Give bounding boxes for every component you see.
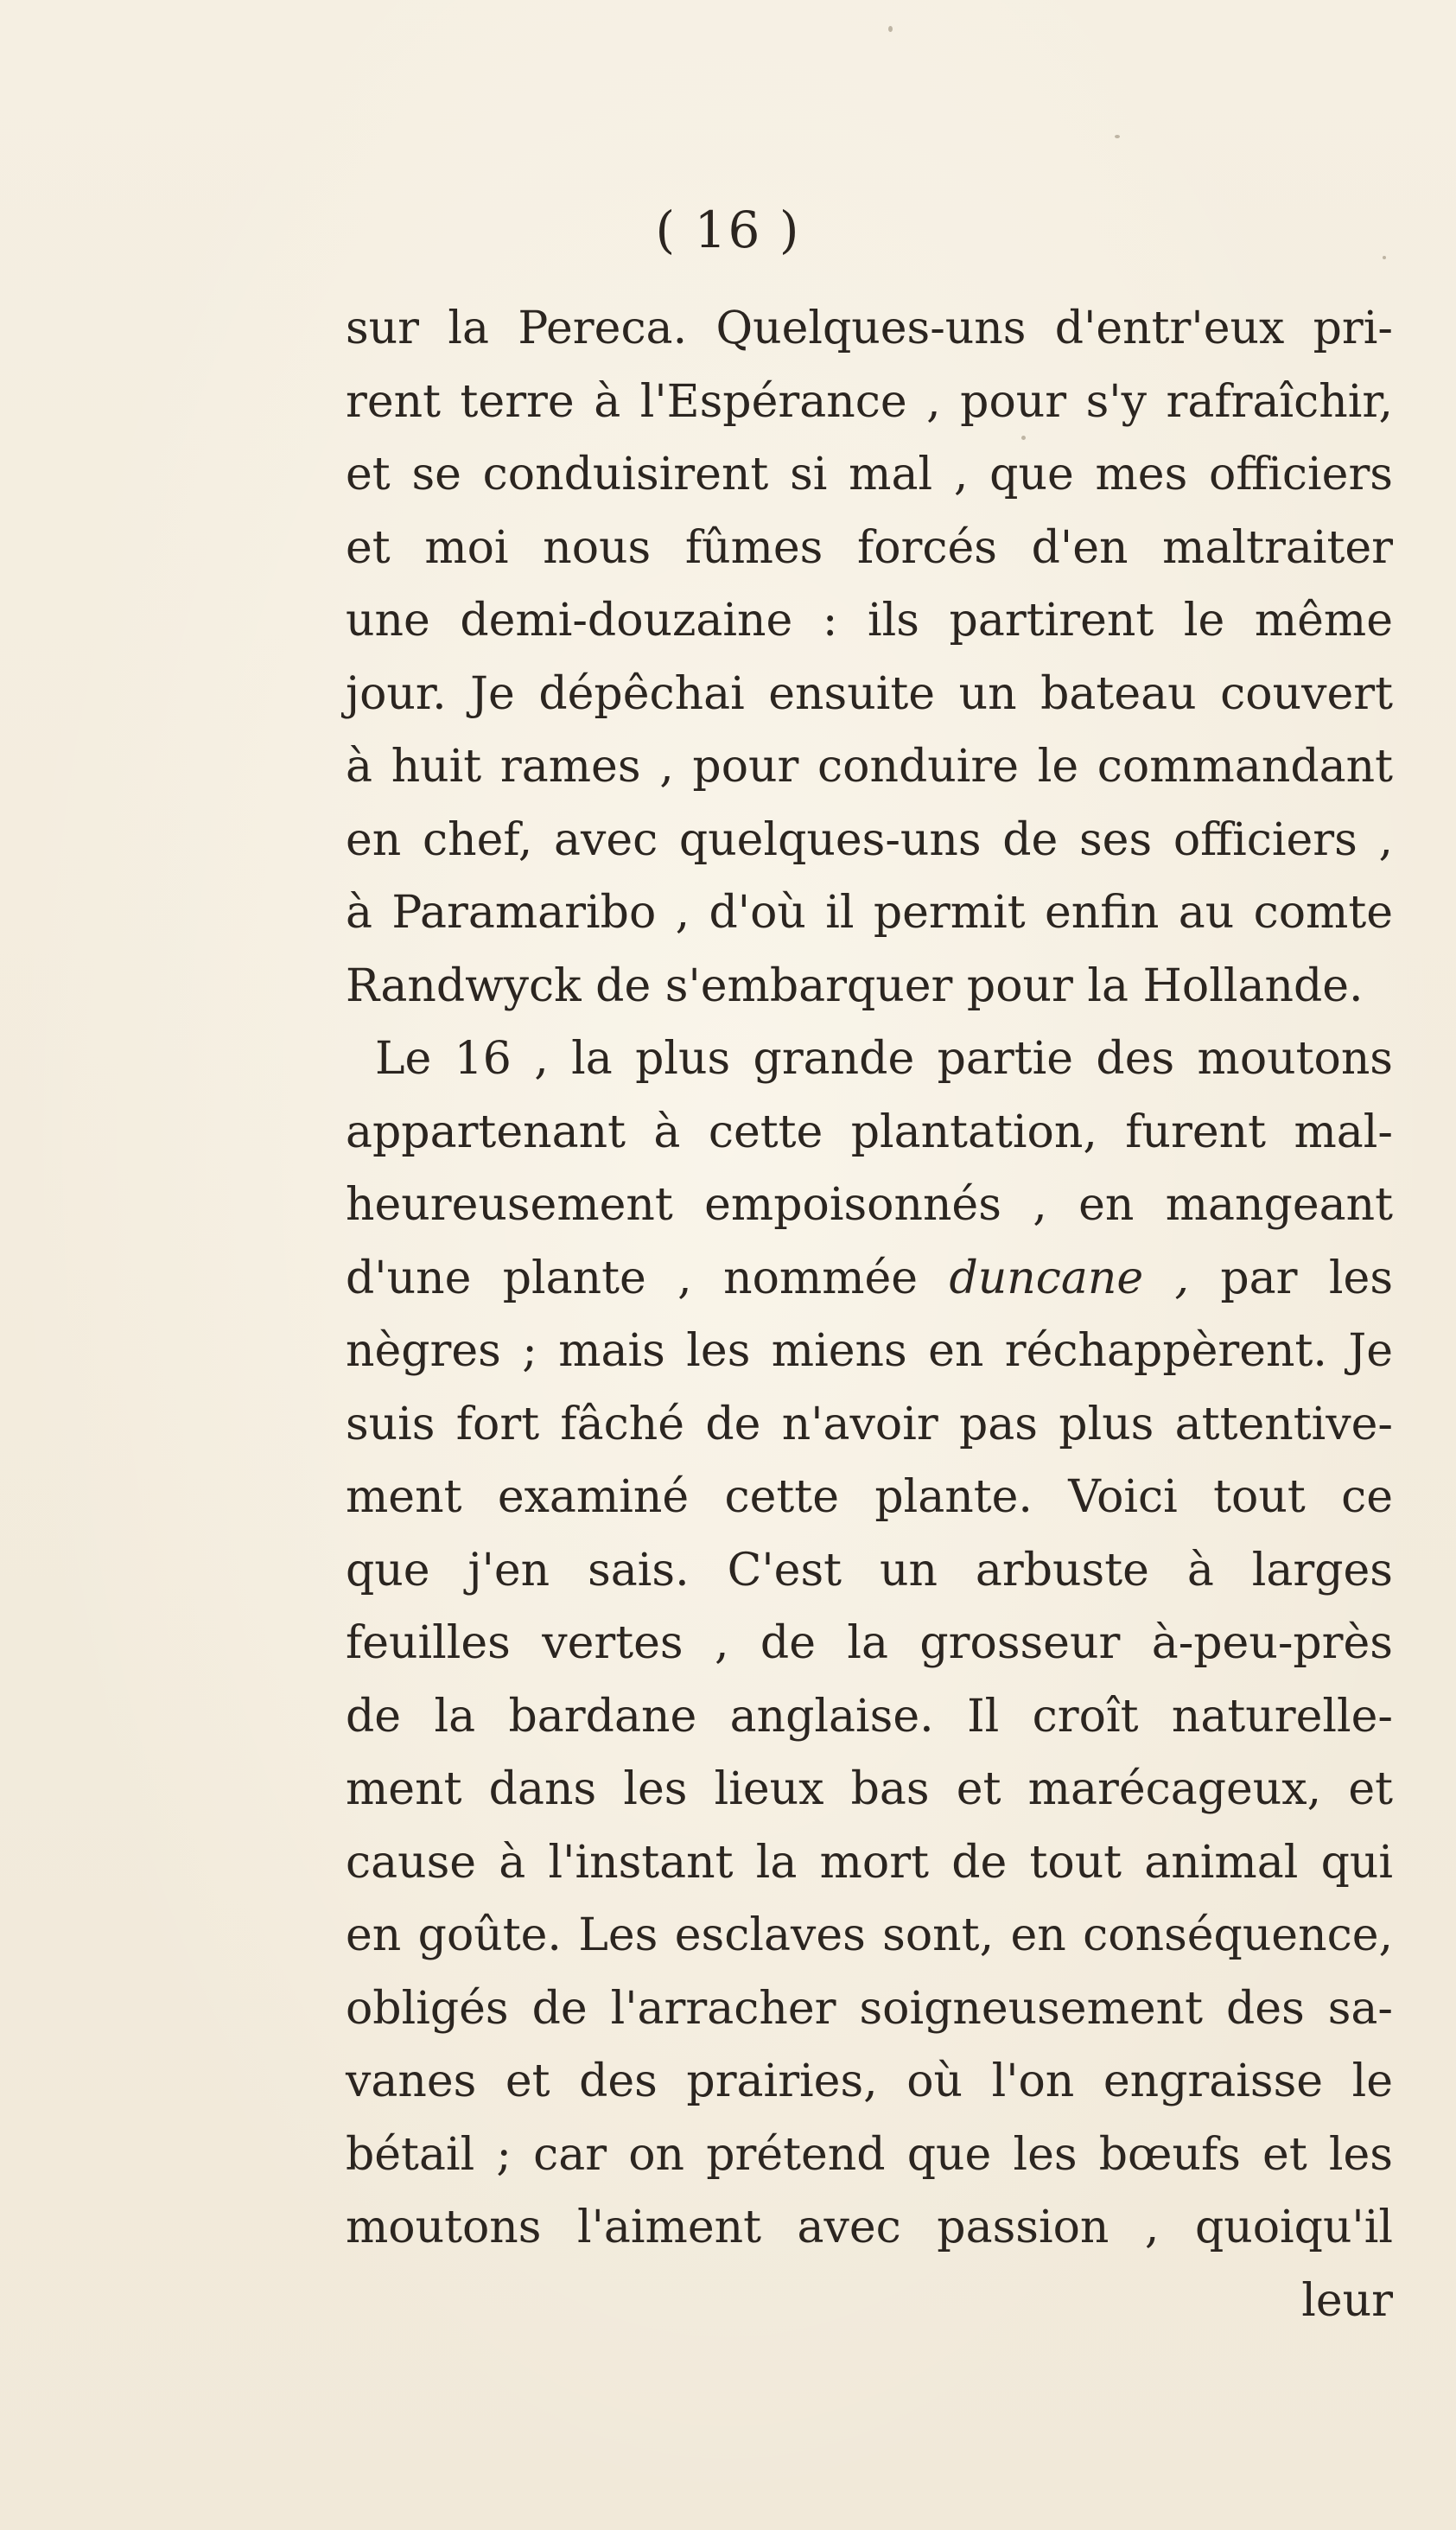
- text-line: en chef, avec quelques-uns de ses officiers ,: [346, 813, 1393, 866]
- text-fragment: par les: [1189, 1252, 1394, 1304]
- catchword: leur: [1301, 2274, 1393, 2327]
- text-line: en goûte. Les esclaves sont, en conséquence,: [346, 1909, 1393, 1961]
- text-line-with-italic: [346, 1242, 1393, 1316]
- italic-term: duncane ,: [949, 1252, 1190, 1304]
- text-line: jour. Je dépêchai ensuite un bateau couvert: [346, 667, 1393, 720]
- text-line: bétail ; car on prétend que les bœufs et les: [346, 2128, 1393, 2181]
- text-line: ment dans les lieux bas et marécageux, et: [346, 1763, 1393, 1815]
- text-line: Le 16 , la plus grande partie des moutons: [375, 1033, 1393, 1085]
- text-line: cause à l'instant la mort de tout animal qui: [346, 1836, 1393, 1889]
- text-line: Randwyck de s'embarquer pour la Hollande.: [346, 959, 1364, 1012]
- text-line: feuilles vertes , de la grosseur à-peu-près: [346, 1617, 1393, 1669]
- text-line: heureusement empoisonnés , en mangeant: [346, 1179, 1393, 1231]
- text-line: à Paramaribo , d'où il permit enfin au comte: [346, 887, 1393, 939]
- text-line: suis fort fâché de n'avoir pas plus attentive-: [346, 1398, 1393, 1450]
- text-line: vanes et des prairies, où l'on engraisse le: [346, 2055, 1393, 2107]
- text-line: rent terre à l'Espérance , pour s'y rafraîchir,: [346, 375, 1393, 428]
- text-line: une demi-douzaine : ils partirent le même: [346, 595, 1393, 647]
- text-line: obligés de l'arracher soigneusement des sa-: [346, 1982, 1393, 2035]
- text-line: et se conduisirent si mal , que mes officiers: [346, 449, 1393, 500]
- text-fragment: d'une plante , nommée: [346, 1252, 950, 1304]
- text-line: moutons l'aiment avec passion , quoiqu'il: [346, 2202, 1393, 2253]
- page-number: ( 16 ): [655, 201, 801, 259]
- text-line: nègres ; mais les miens en réchappèrent. Je: [346, 1325, 1393, 1377]
- paper-speck: [1115, 135, 1120, 138]
- text-line: que j'en sais. C'est un arbuste à larges: [346, 1544, 1393, 1596]
- text-line: et moi nous fûmes forcés d'en maltraiter: [346, 521, 1393, 574]
- body-text: [346, 292, 1393, 2337]
- text-line: ment examiné cette plante. Voici tout ce: [346, 1471, 1393, 1523]
- text-line: de la bardane anglaise. Il croît naturelle-: [346, 1690, 1393, 1743]
- text-line: sur la Pereca. Quelques-uns d'entr'eux pri-: [346, 303, 1393, 354]
- text-line: à huit rames , pour conduire le commandant: [346, 741, 1393, 793]
- paper-speck: [888, 26, 893, 32]
- text-line: appartenant à cette plantation, furent mal-: [346, 1106, 1393, 1158]
